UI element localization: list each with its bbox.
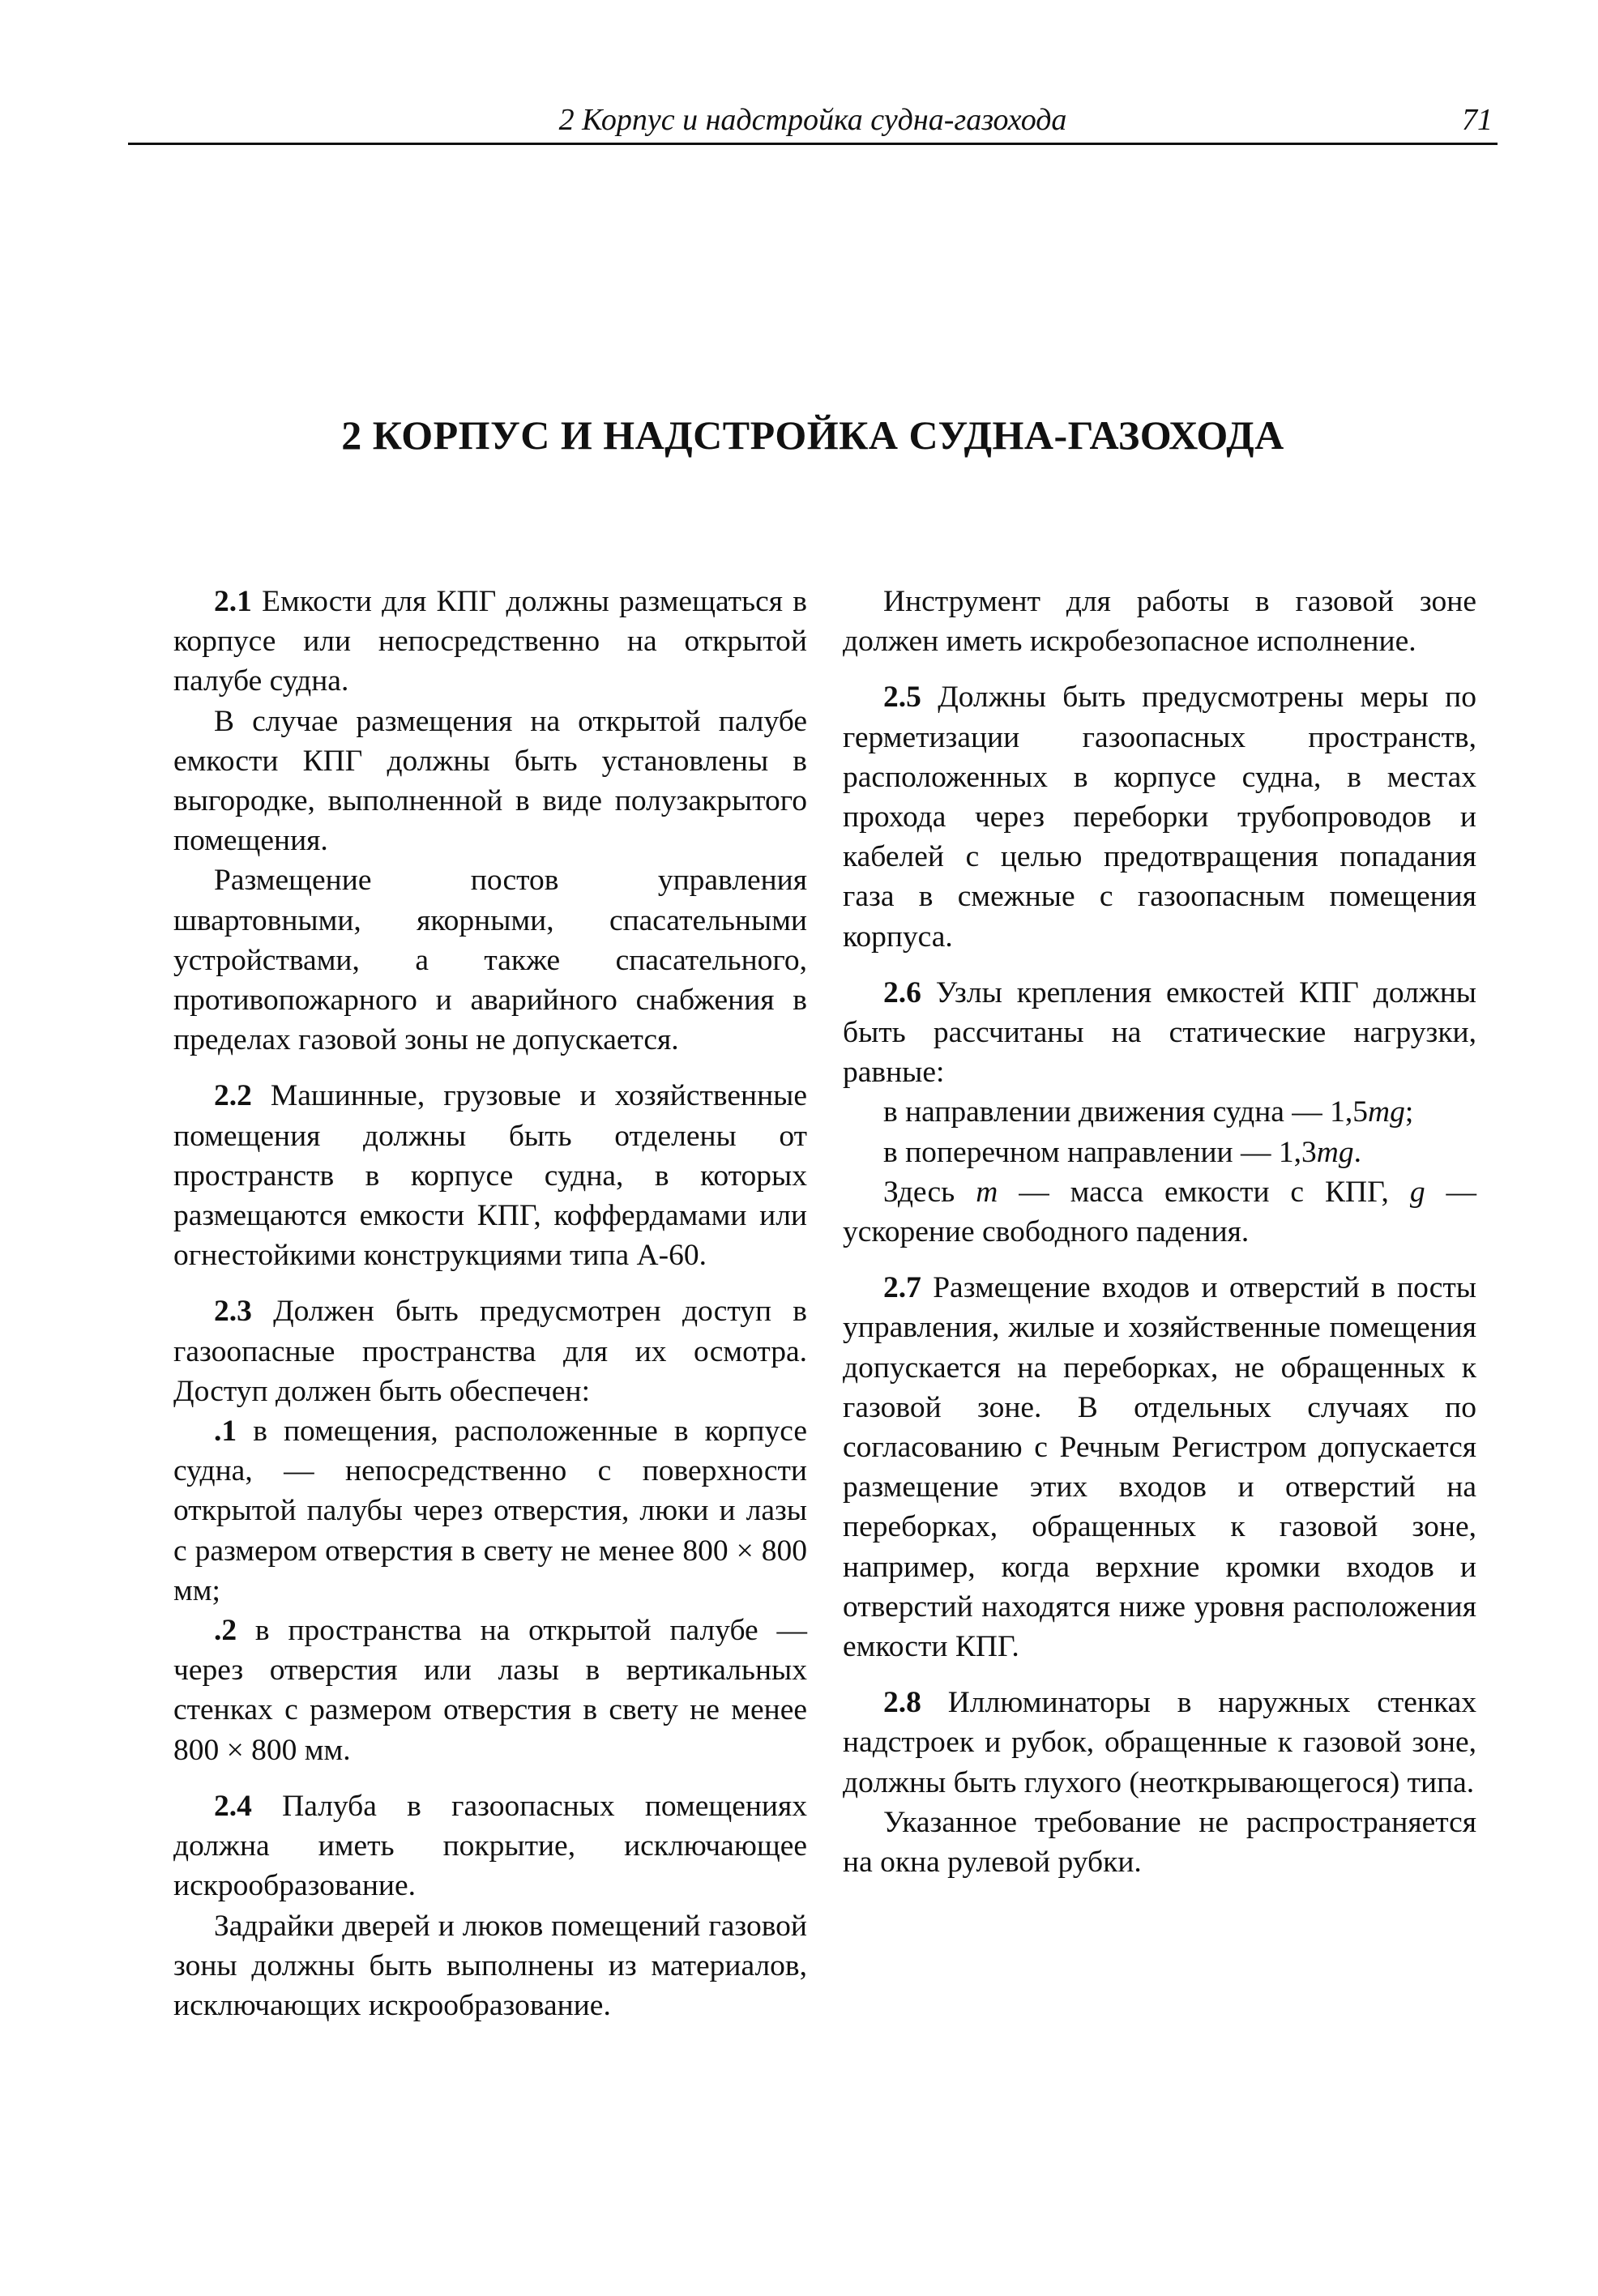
item-number: .2 <box>214 1614 237 1648</box>
where-clause <box>843 1172 1476 1252</box>
right-column <box>843 582 1476 1882</box>
item-text: в помещения, расположенные в корпусе судна, — непосредственно с поверхности открытой палубы через отверстия, люки и лазы с размером отверстия в свету не менее 800 × 800 мм; <box>173 1415 807 1607</box>
paragraph-text: Должны быть предусмотрены меры по герметизации газоопасных пространств, расположенных в корпусе судна, в местах прохода через переборки трубопроводов и кабелей с целью предотвращения попадания газа в смежные с газоопасным помещения корпуса. <box>843 681 1476 954</box>
paragraph: Указанное требование не распространяется на окна рулевой рубки. <box>843 1805 1476 1880</box>
load-end: ; <box>1404 1095 1414 1129</box>
section-number: 2.7 <box>883 1271 921 1305</box>
where-text: Здесь <box>883 1175 976 1209</box>
load-math: mg <box>1368 1095 1405 1129</box>
paragraph-text: Размещение входов и отверстий в посты управления, жилые и хозяйственные помещения допускается на переборках, не обращенных к газовой зоне. В отдельных случаях по согласованию с Речным Регистром допускается размещение этих входов и отверстий на переборках, обращенных к газовой зоне, например, когда верхние кромки входов и отверстий находятся ниже уровня расположения емкости КПГ. <box>843 1271 1476 1664</box>
load-longitudinal <box>843 1092 1476 1132</box>
load-text: в направлении движения судна — <box>883 1095 1331 1129</box>
paragraph-text: Должен быть предусмотрен доступ в газоопасные пространства для их осмотра. Доступ должен быть обеспечен: <box>173 1295 807 1408</box>
where-text: — ускорение свободного падения. <box>843 1175 1477 1249</box>
load-value: 1,3 <box>1278 1135 1317 1169</box>
section-number: 2.1 <box>214 585 252 618</box>
paragraph: Размещение постов управления швартовными, якорными, спасательными устройствами, а также спасательного, противопожарного и аварийного снабжения в пределах газовой зоны не допускается. <box>173 864 807 1057</box>
section-number: 2.3 <box>214 1295 252 1329</box>
section-number: 2.6 <box>883 975 921 1009</box>
paragraph: В случае размещения на открытой палубе емкости КПГ должны быть установлены в выгородке, выполненной в виде полузакрытого помещения. <box>173 704 807 858</box>
paragraph-text: Машинные, грузовые и хозяйственные помещения должны быть отделены от пространств в корпусе судна, в которых размещаются емкости КПГ, коффердамами или огнестойкими конструкциями типа А-60. <box>173 1079 807 1273</box>
load-value: 1,5 <box>1330 1095 1369 1129</box>
paragraph-text: Узлы крепления емкостей КПГ должны быть рассчитаны на статические нагрузки, равные: <box>843 975 1476 1090</box>
section-2-6-paragraph <box>843 973 1476 1093</box>
paragraph-text: Емкости для КПГ должны размещаться в корпусе или непосредственно на открытой палубе судна. <box>173 585 807 698</box>
symbol-m: m <box>976 1175 998 1209</box>
load-end: . <box>1353 1135 1361 1169</box>
section-number: 2.2 <box>214 1079 252 1113</box>
section-2-1-paragraph <box>173 582 807 702</box>
section-2-4-paragraph <box>173 1786 807 1906</box>
section-2-3-paragraph <box>173 1291 807 1411</box>
paragraph-text: Иллюминаторы в наружных стенках надстроек и рубок, обращенные к газовой зоне, должны быть глухого (неоткрывающегося) типа. <box>843 1686 1476 1799</box>
section-2-7-paragraph <box>843 1268 1476 1667</box>
page-number: 71 <box>1462 103 1493 137</box>
paragraph: Задрайки дверей и люков помещений газовой зоны должны быть выполнены из материалов, исключающих искрообразование. <box>173 1909 807 2022</box>
section-2-8-paragraph <box>843 1683 1476 1803</box>
load-text: в поперечном направлении — <box>883 1135 1279 1169</box>
list-item-2 <box>173 1611 807 1770</box>
section-2-5-paragraph <box>843 677 1476 956</box>
paragraph-text: Палуба в газоопасных помещениях должна иметь покрытие, исключающее искрообразование. <box>173 1789 807 1903</box>
list-item-1 <box>173 1411 807 1611</box>
section-number: 2.5 <box>883 681 921 715</box>
section-number: 2.8 <box>883 1686 921 1720</box>
running-title: 2 Корпус и надстройка судна-газохода <box>558 103 1067 137</box>
paragraph: Инструмент для работы в газовой зоне должен иметь искробезопасное исполнение. <box>843 585 1476 659</box>
item-number: .1 <box>214 1415 237 1449</box>
load-math: mg <box>1316 1135 1354 1169</box>
section-2-2-paragraph <box>173 1076 807 1275</box>
running-header <box>128 96 1498 145</box>
load-transverse <box>843 1133 1476 1172</box>
chapter-title: 2 КОРПУС И НАДСТРОЙКА СУДНА-ГАЗОХОДА <box>341 412 1284 458</box>
symbol-g: g <box>1409 1175 1425 1209</box>
where-text: — масса емкости с КПГ, <box>998 1175 1410 1209</box>
left-column <box>173 582 807 2025</box>
item-text: в пространства на открытой палубе — через отверстия или лазы в вертикальных стенках с размером отверстия в свету не менее 800 × 800 мм. <box>173 1614 807 1767</box>
section-number: 2.4 <box>214 1789 252 1823</box>
